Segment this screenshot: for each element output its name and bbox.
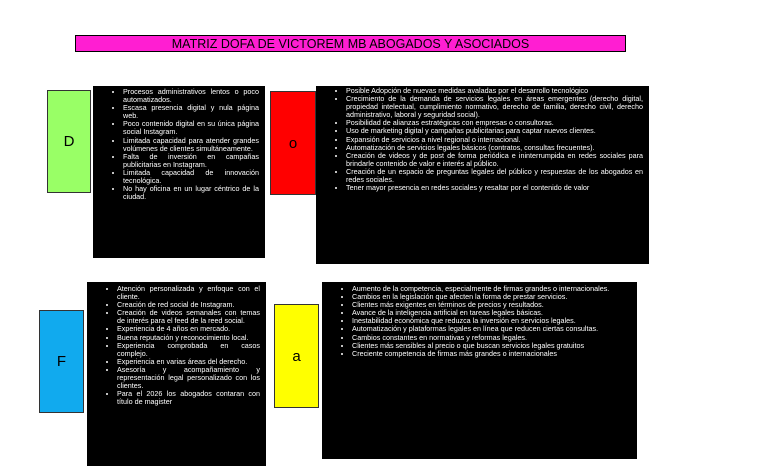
a-letter: a — [292, 347, 301, 365]
d-item: • Escasa presencia digital y nula página web. — [123, 104, 259, 120]
a-list — [322, 285, 631, 358]
f-label — [39, 310, 84, 413]
f-item: • Experiencia de 4 años en mercado. — [117, 325, 260, 333]
f-item: • Creación de red social de Instagram. — [117, 301, 260, 309]
d-item: • Falta de inversión en campañas publicitarias en Instagram. — [123, 153, 259, 169]
a-item: • Cambios constantes en normativas y reformas legales. — [352, 334, 631, 342]
o-item: • Creación de un espacio de preguntas legales del público y respuestas de los abogados en redes sociales. — [346, 168, 643, 184]
o-item: • Posible Adopción de nuevas medidas avaladas por el desarrollo tecnológico — [346, 87, 643, 95]
o-letter: o — [288, 134, 298, 152]
d-list — [93, 88, 259, 201]
a-item: • Creciente competencia de firmas más grandes o internacionales — [352, 350, 631, 358]
d-item: • Procesos administrativos lentos o poco automatizados. — [123, 88, 259, 104]
f-list — [87, 285, 260, 406]
a-item: • Clientes más exigentes en términos de precios y resultados. — [352, 301, 631, 309]
o-label — [270, 91, 316, 195]
o-item: • Crecimiento de la demanda de servicios legales en áreas emergentes (derecho digital, propiedad intelectual, cumplimiento normativo, derecho de familia, derecho civil, derecho administrativo, laboral y seguridad social). — [346, 95, 643, 119]
d-item: • Poco contenido digital en su única página social Instagram. — [123, 120, 259, 136]
o-item: • Uso de marketing digital y campañas publicitarias para captar nuevos clientes. — [346, 127, 643, 135]
f-box — [87, 282, 266, 466]
o-item: • Automatización de servicios legales básicos (contratos, consultas frecuentes). — [346, 144, 643, 152]
o-item: • Expansión de servicios a nivel regional o internacional. — [346, 136, 643, 144]
f-item: • Asesoría y acompañamiento y representación legal personalizado con los clientes. — [117, 366, 260, 390]
a-item: • Aumento de la competencia, especialmente de firmas grandes o internacionales. — [352, 285, 631, 293]
a-box — [322, 282, 637, 459]
a-item: • Clientes más sensibles al precio o que buscan servicios legales gratuitos — [352, 342, 631, 350]
o-box — [316, 86, 649, 264]
a-item: • Inestabilidad económica que reduzca la inversión en servicios legales. — [352, 317, 631, 325]
o-item: • Creación de videos y de post de forma periódica e ininterrumpida en redes sociales para brindarle contenido de valor e interés al público. — [346, 152, 643, 168]
f-item: • Experiencia comprobada en casos complejo. — [117, 342, 260, 358]
f-item: • Experiencia en varias áreas del derecho. — [117, 358, 260, 366]
d-letter: D — [63, 133, 75, 150]
a-item: • Avance de la inteligencia artificial en tareas legales básicas. — [352, 309, 631, 317]
o-list — [316, 87, 643, 192]
d-item: • No hay oficina en un lugar céntrico de la ciudad. — [123, 185, 259, 201]
f-item: • Buena reputación y reconocimiento local. — [117, 334, 260, 342]
o-item: • Posibilidad de alianzas estratégicas con empresas o consultoras. — [346, 119, 643, 127]
o-item: • Tener mayor presencia en redes sociales y resaltar por el contenido de valor — [346, 184, 643, 192]
d-box — [93, 86, 265, 258]
a-item: • Automatización y plataformas legales en línea que reducen ciertas consultas. — [352, 325, 631, 333]
f-item: • Atención personalizada y enfoque con el cliente. — [117, 285, 260, 301]
a-label — [274, 304, 319, 408]
f-item: • Para el 2026 los abogados contaran con título de magister — [117, 390, 260, 406]
a-item: • Cambios en la legislación que afecten la forma de prestar servicios. — [352, 293, 631, 301]
matrix-title: MATRIZ DOFA DE VICTOREM MB ABOGADOS Y ASOCIADOS — [75, 35, 626, 52]
d-label — [47, 90, 91, 193]
d-item: • Limitada capacidad de innovación tecnológica. — [123, 169, 259, 185]
f-item: • Creación de videos semanales con temas de interés para el feed de la reed social. — [117, 309, 260, 325]
d-item: • Limitada capacidad para atender grandes volúmenes de clientes simultáneamente. — [123, 137, 259, 153]
f-letter: F — [56, 353, 67, 370]
